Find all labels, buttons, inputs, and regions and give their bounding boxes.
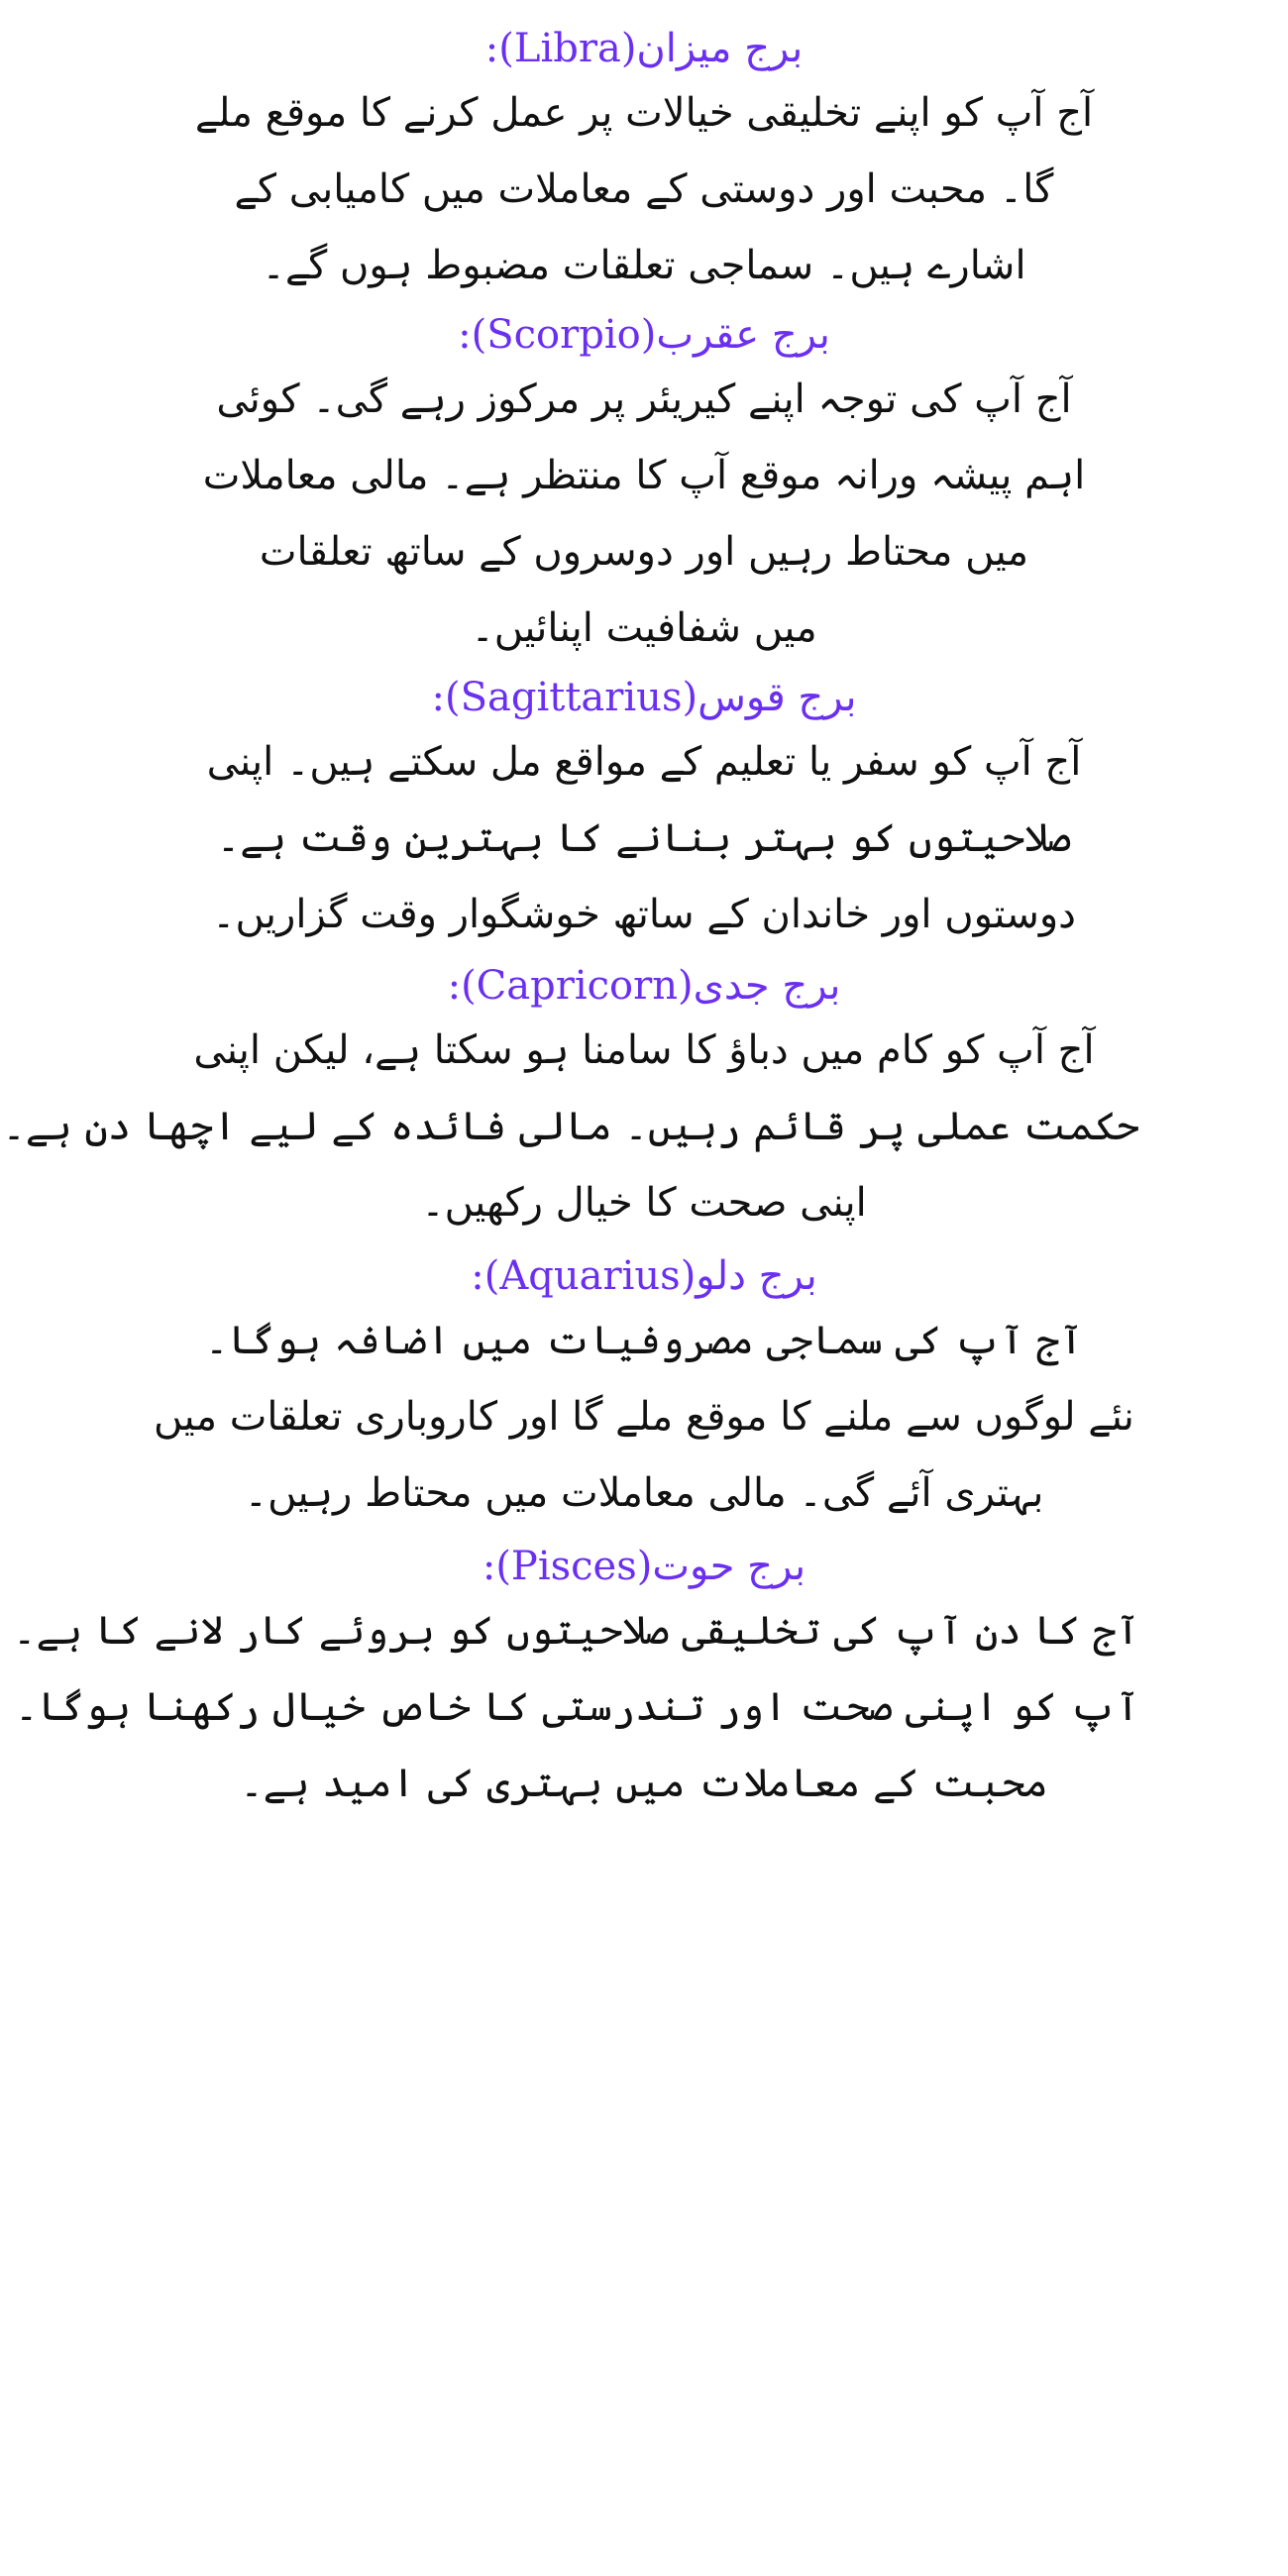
horoscope-section-capricorn	[2, 959, 1139, 1241]
sign-name-urdu: برج قوس	[698, 675, 857, 720]
body-line: آج کا دن آپ کی تخلیقی صلاحیتوں کو بروئے کار لانے کا ہے۔	[13, 1608, 1139, 1654]
sign-heading: برج میزان(Libra):	[484, 26, 804, 71]
body-line: حکمت عملی پر قائم رہیں۔ مالی فائدہ کے لیے اچھا دن ہے۔	[2, 1104, 1139, 1149]
sign-name-urdu: برج جدی	[693, 963, 841, 1009]
horoscope-section-scorpio	[149, 308, 1139, 667]
horoscope-document	[2, 22, 1139, 1822]
sign-heading: برج دلو(Aquarius):	[471, 1253, 817, 1299]
body-line: صلاحیتوں کو بہتر بنانے کا بہترین وقت ہے۔	[216, 815, 1072, 861]
sign-name-urdu: برج عقرب	[656, 312, 830, 358]
body-line: بہتری آئے گی۔ مالی معاملات میں محتاط رہیں۔	[244, 1470, 1044, 1516]
sign-heading: برج حوت(Pisces):	[482, 1544, 806, 1589]
sign-heading: برج جدی(Capricorn):	[447, 963, 841, 1009]
sign-name-latin: (Capricorn)	[461, 963, 694, 1009]
body-line: دوستوں اور خاندان کے ساتھ خوشگوار وقت گزاریں۔	[212, 892, 1076, 937]
body-line: محبت کے معاملات میں بہتری کی امید ہے۔	[240, 1761, 1048, 1806]
body-line: نئے لوگوں سے ملنے کا موقع ملے گا اور کاروباری تعلقات میں	[154, 1394, 1134, 1440]
body-line: میں شفافیت اپنائیں۔	[471, 605, 817, 651]
body-line: اپنی صحت کا خیال رکھیں۔	[421, 1180, 867, 1226]
sign-name-latin: (Sagittarius)	[445, 675, 698, 720]
horoscope-section-sagittarius	[149, 671, 1139, 953]
body-line: آج آپ کی توجہ اپنے کیریئر پر مرکوز رہے گی۔ کوئی	[216, 376, 1072, 422]
sign-name-latin: (Aquarius)	[483, 1253, 697, 1299]
sign-name-latin: (Scorpio)	[471, 312, 657, 358]
horoscope-section-pisces	[13, 1540, 1139, 1822]
body-line: گا۔ محبت اور دوستی کے معاملات میں کامیابی کے	[234, 166, 1054, 212]
sign-name-urdu: برج دلو	[696, 1253, 817, 1299]
horoscope-section-libra	[149, 22, 1139, 304]
body-line: آج آپ کو سفر یا تعلیم کے مواقع مل سکتے ہیں۔ اپنی	[206, 739, 1082, 785]
body-line: آج آپ کو کام میں دباؤ کا سامنا ہو سکتا ہے، لیکن اپنی	[193, 1027, 1095, 1073]
body-line: آپ کو اپنی صحت اور تندرستی کا خاص خیال رکھنا ہوگا۔	[15, 1684, 1139, 1730]
body-line: میں محتاط رہیں اور دوسروں کے ساتھ تعلقات	[259, 529, 1029, 575]
sign-heading: برج عقرب(Scorpio):	[458, 312, 830, 358]
sign-heading: برج قوس(Sagittarius):	[431, 675, 857, 720]
sign-name-latin: (Pisces)	[495, 1544, 653, 1589]
sign-name-urdu: برج حوت	[652, 1544, 806, 1589]
horoscope-section-aquarius	[149, 1249, 1139, 1532]
sign-name-urdu: برج میزان	[636, 26, 804, 71]
body-line: آج آپ کو اپنے تخلیقی خیالات پر عمل کرنے کا موقع ملے	[194, 90, 1094, 136]
body-line: اشارے ہیں۔ سماجی تعلقات مضبوط ہوں گے۔	[262, 243, 1026, 288]
body-line: اہم پیشہ ورانہ موقع آپ کا منتظر ہے۔ مالی معاملات	[202, 453, 1086, 498]
body-line: آج آپ کی سماجی مصروفیات میں اضافہ ہوگا۔	[205, 1318, 1083, 1363]
sign-name-latin: (Libra)	[498, 26, 637, 71]
